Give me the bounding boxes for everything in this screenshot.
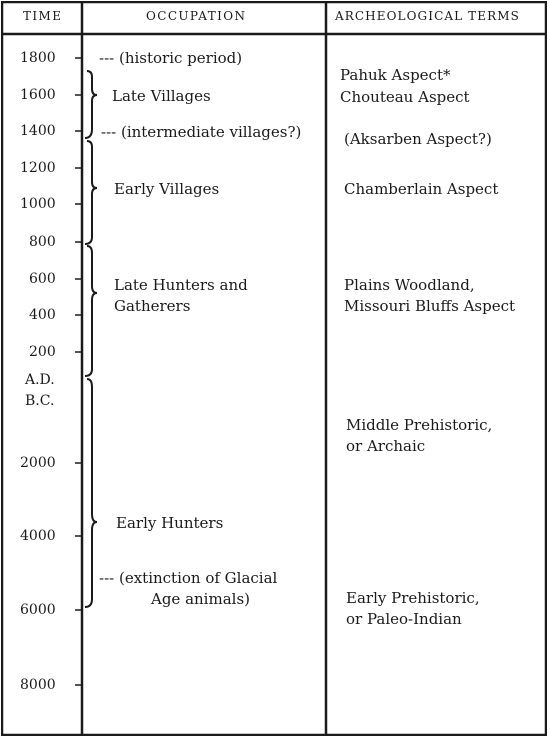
occupation-late-villages: Late Villages	[112, 87, 211, 105]
term-early-prehistoric: Early Prehistoric,	[346, 589, 480, 607]
occupation-gatherers: Gatherers	[114, 297, 191, 315]
occupation-glacial-extinction: --- (extinction of Glacial	[99, 569, 278, 587]
term-aksarben-aspect: (Aksarben Aspect?)	[344, 130, 492, 148]
term-paleo-indian: or Paleo-Indian	[346, 610, 462, 628]
table-border	[2, 2, 546, 735]
brace-early-hunters	[85, 379, 97, 607]
period-braces	[85, 71, 97, 607]
brace-late-villages	[85, 71, 97, 138]
time-tick: 600	[29, 271, 56, 287]
time-tick-ad: A.D.	[25, 372, 55, 388]
table-rules	[1, 1, 547, 736]
time-tick: 1800	[20, 50, 56, 66]
term-middle-prehistoric: Middle Prehistoric,	[346, 416, 493, 434]
brace-late-hunters	[85, 246, 97, 376]
header-occupation: OCCUPATION	[146, 9, 247, 23]
occupation-intermediate-villages: --- (intermediate villages?)	[101, 123, 302, 141]
chronology-table	[1, 1, 547, 736]
brace-early-villages	[85, 141, 97, 244]
time-tick-bc: B.C.	[25, 393, 55, 409]
term-chouteau-aspect: Chouteau Aspect	[340, 88, 470, 106]
occupation-historic-period: --- (historic period)	[99, 49, 243, 67]
time-tick: 1400	[20, 123, 56, 139]
occupation-glacial-animals: Age animals)	[151, 590, 250, 608]
header-time: TIME	[23, 9, 63, 23]
time-tick: 1000	[20, 196, 56, 212]
term-archaic: or Archaic	[346, 437, 426, 455]
term-missouri-bluffs: Missouri Bluffs Aspect	[344, 297, 516, 315]
time-tick: 800	[29, 234, 56, 250]
term-chamberlain-aspect: Chamberlain Aspect	[344, 180, 499, 198]
occupation-early-villages: Early Villages	[114, 180, 220, 198]
time-tick: 6000	[20, 602, 56, 618]
occupation-late-hunters: Late Hunters and	[114, 276, 248, 294]
term-pahuk-aspect: Pahuk Aspect*	[340, 66, 451, 84]
time-tick: 1600	[20, 87, 56, 103]
time-tick: 2000	[20, 455, 56, 471]
occupation-early-hunters: Early Hunters	[116, 514, 224, 532]
time-tick: 400	[29, 307, 56, 323]
time-tick: 4000	[20, 528, 56, 544]
term-plains-woodland: Plains Woodland,	[344, 276, 475, 294]
time-tick: 200	[29, 344, 56, 360]
time-tick: 1200	[20, 160, 56, 176]
time-tick: 8000	[20, 677, 56, 693]
header-archeological-terms: ARCHEOLOGICAL TERMS	[335, 9, 520, 23]
